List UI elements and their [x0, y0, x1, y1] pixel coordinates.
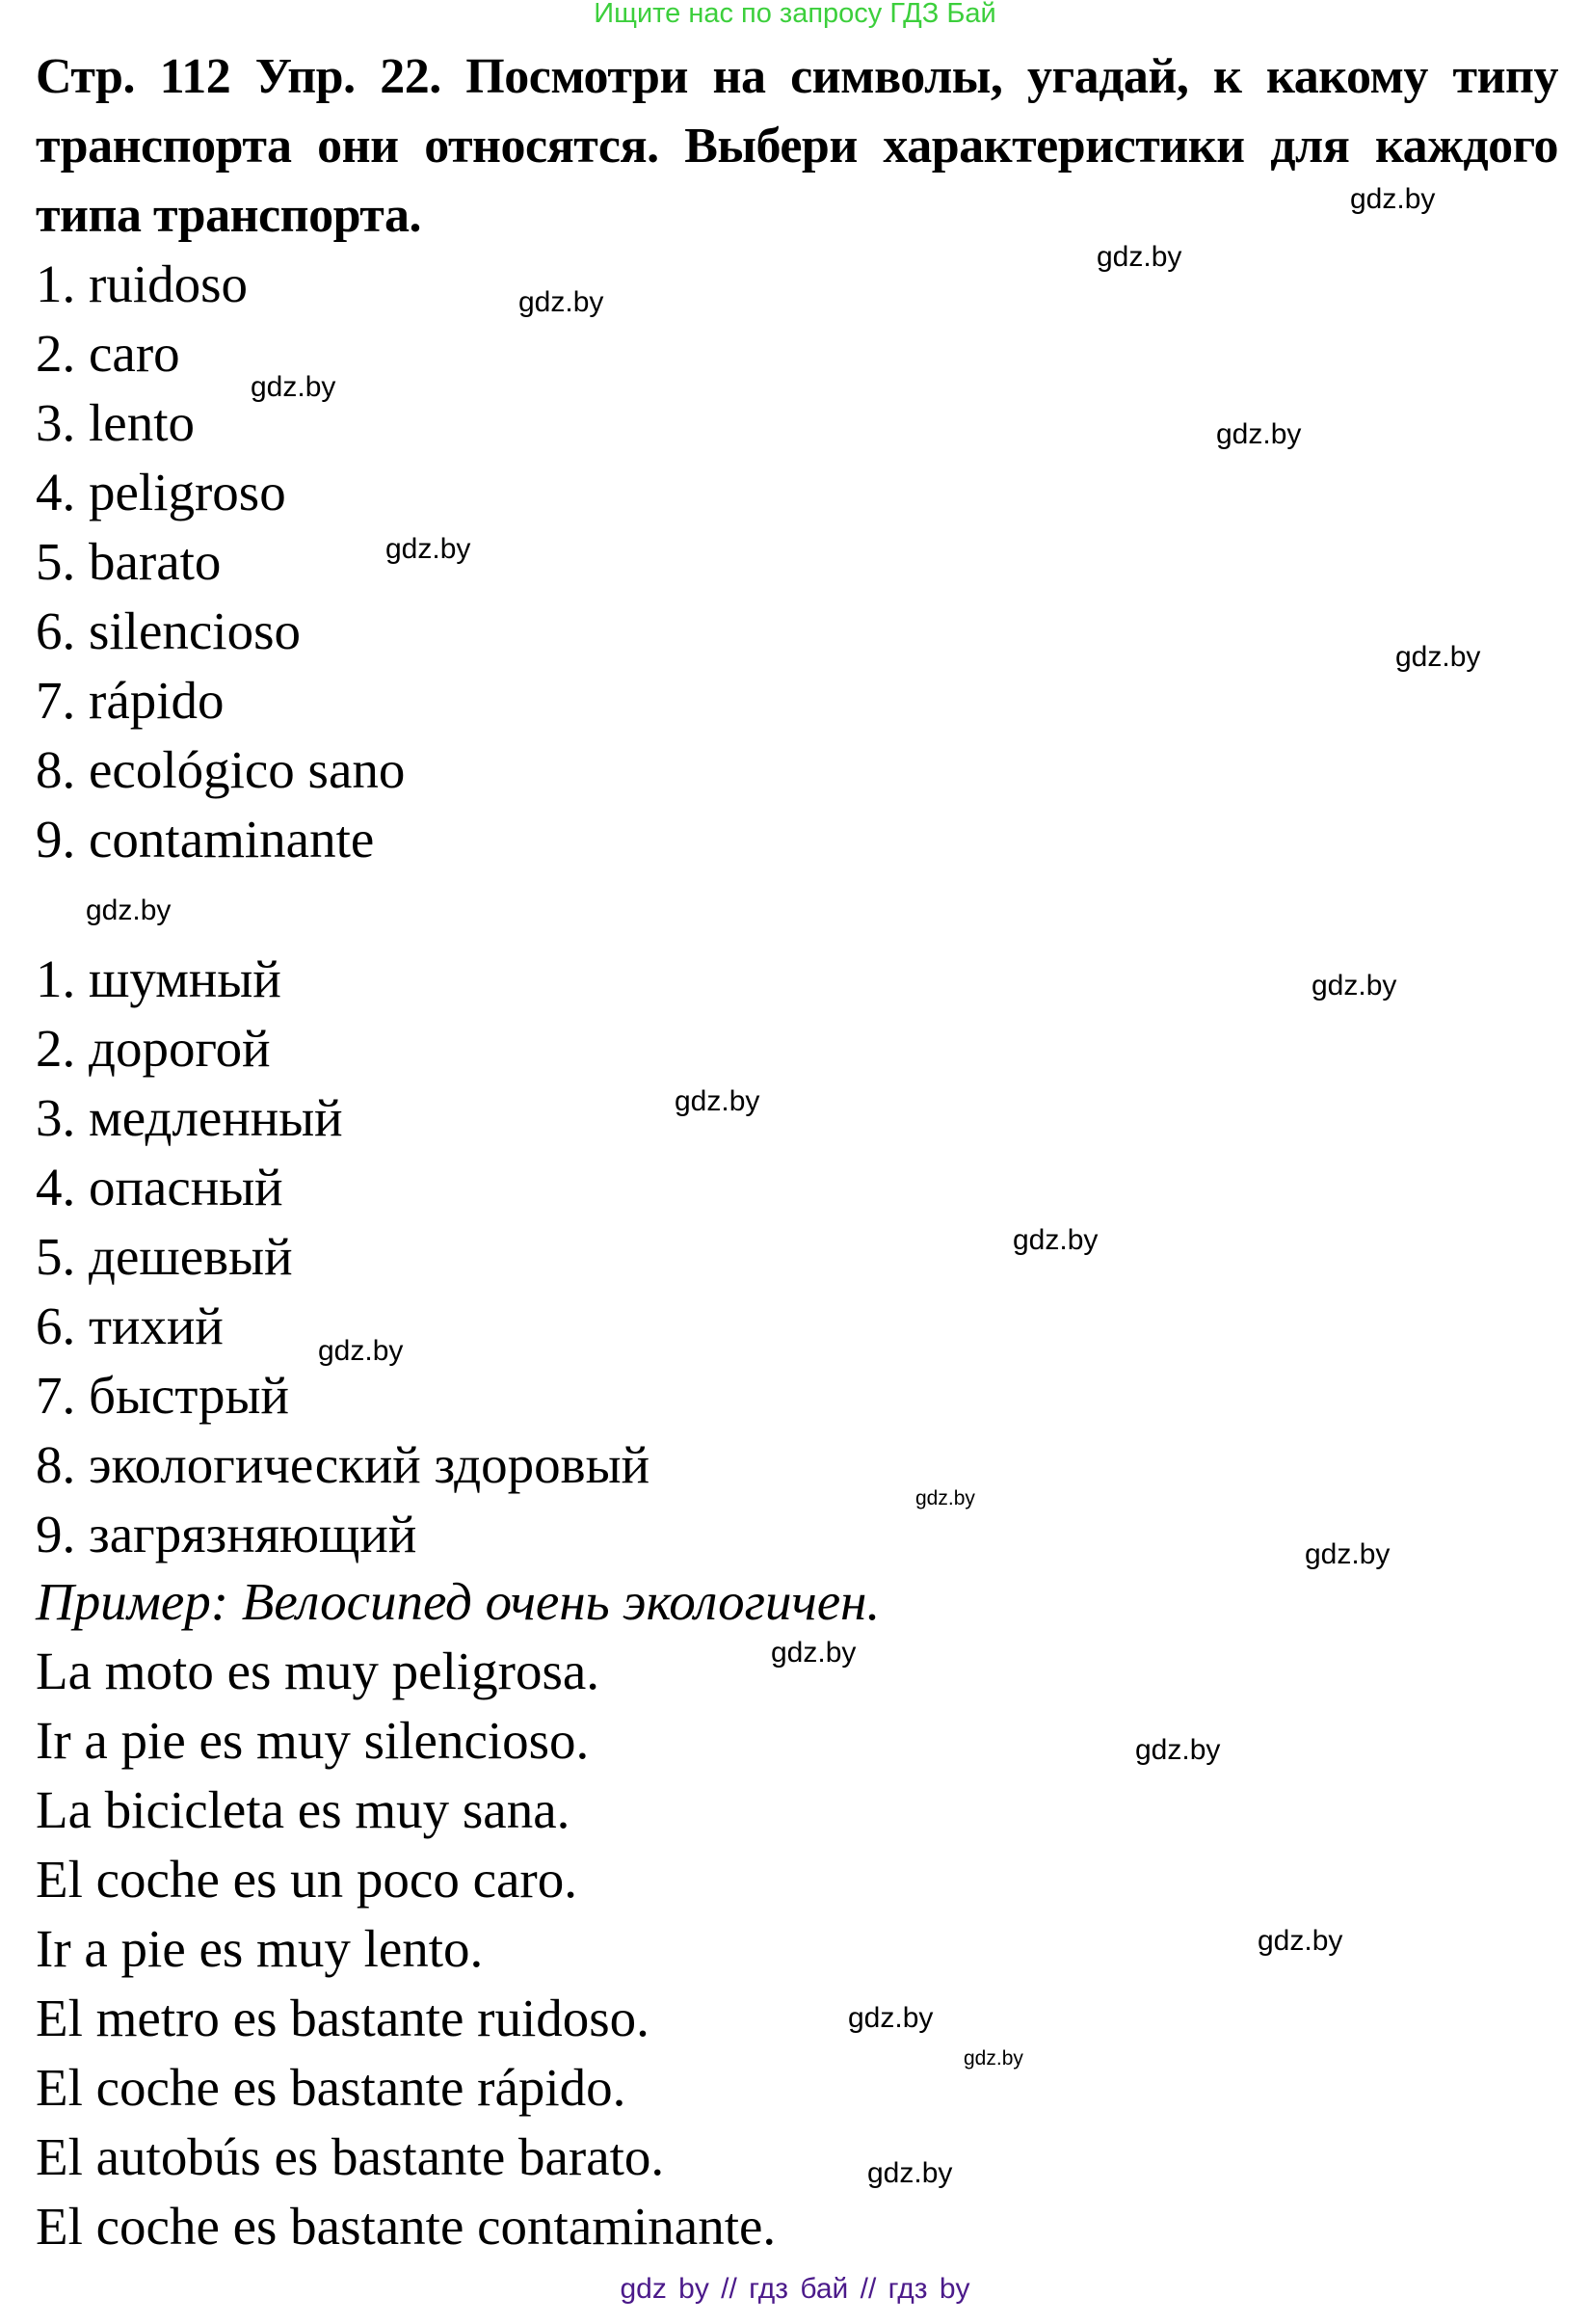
watermark: gdz.by	[1216, 418, 1302, 450]
watermark: gdz.by	[964, 2047, 1023, 2070]
russian-list-item: 4. опасный	[36, 1158, 283, 1216]
spanish-list-item: 8. ecológico sano	[36, 740, 406, 799]
example-sentence: Пример: Велосипед очень экологичен.	[36, 1572, 881, 1631]
footer-note: gdz by // гдз бай // гдз by	[620, 2273, 970, 2305]
spanish-list-item: 3. lento	[36, 393, 195, 452]
watermark: gdz.by	[771, 1637, 857, 1669]
russian-list-item: 3. медленный	[36, 1088, 343, 1147]
watermark: gdz.by	[318, 1335, 404, 1367]
spanish-list-item: 7. rápido	[36, 671, 225, 730]
watermark: gdz.by	[1312, 970, 1397, 1002]
watermark: gdz.by	[915, 1487, 975, 1509]
exercise-title: Стр. 112 Упр. 22. Посмотри на символы, угадай, к какому типу транспорта они относятся. Выбери характеристики для каждого типа транспорта.	[36, 49, 1558, 243]
watermark: gdz.by	[86, 895, 172, 926]
watermark: gdz.by	[518, 286, 604, 318]
answer-sentence: El coche es un poco caro.	[36, 1850, 577, 1909]
watermark: gdz.by	[1350, 183, 1436, 215]
spanish-list-item: 6. silencioso	[36, 601, 301, 660]
answer-sentence: El coche es bastante contaminante.	[36, 2197, 777, 2256]
russian-list-item: 1. шумный	[36, 949, 281, 1008]
russian-list-item: 6. тихий	[36, 1296, 224, 1355]
watermark: gdz.by	[385, 533, 471, 565]
spanish-list-item: 2. caro	[36, 324, 180, 383]
russian-list-item: 9. загрязняющий	[36, 1505, 417, 1563]
answer-sentence: Ir a pie es muy lento.	[36, 1919, 484, 1978]
answer-sentence: La bicicleta es muy sana.	[36, 1780, 570, 1839]
answer-sentence: Ir a pie es muy silencioso.	[36, 1711, 590, 1770]
watermark: gdz.by	[1013, 1224, 1099, 1256]
watermark: gdz.by	[1395, 641, 1481, 673]
russian-list-item: 8. экологический здоровый	[36, 1435, 650, 1494]
russian-list-item: 5. дешевый	[36, 1227, 293, 1286]
answer-sentence: El coche es bastante rápido.	[36, 2058, 626, 2117]
spanish-list-item: 4. peligroso	[36, 463, 286, 521]
watermark: gdz.by	[1135, 1734, 1221, 1766]
watermark: gdz.by	[848, 2002, 934, 2034]
answer-sentence: La moto es muy peligrosa.	[36, 1642, 600, 1700]
watermark: gdz.by	[1258, 1925, 1343, 1957]
top-search-note: Ищите нас по запросу ГДЗ Бай	[594, 0, 996, 29]
russian-list-item: 7. быстрый	[36, 1366, 289, 1425]
spanish-list-item: 9. contaminante	[36, 810, 375, 868]
russian-list-item: 2. дорогой	[36, 1019, 271, 1078]
watermark: gdz.by	[675, 1085, 760, 1117]
watermark: gdz.by	[251, 371, 336, 403]
answer-sentence: El metro es bastante ruidoso.	[36, 1989, 649, 2047]
answer-sentence: El autobús es bastante barato.	[36, 2127, 665, 2186]
watermark: gdz.by	[1305, 1538, 1391, 1570]
spanish-list-item: 1. ruidoso	[36, 254, 248, 313]
watermark: gdz.by	[1097, 241, 1182, 273]
spanish-list-item: 5. barato	[36, 532, 222, 591]
watermark: gdz.by	[867, 2157, 953, 2189]
